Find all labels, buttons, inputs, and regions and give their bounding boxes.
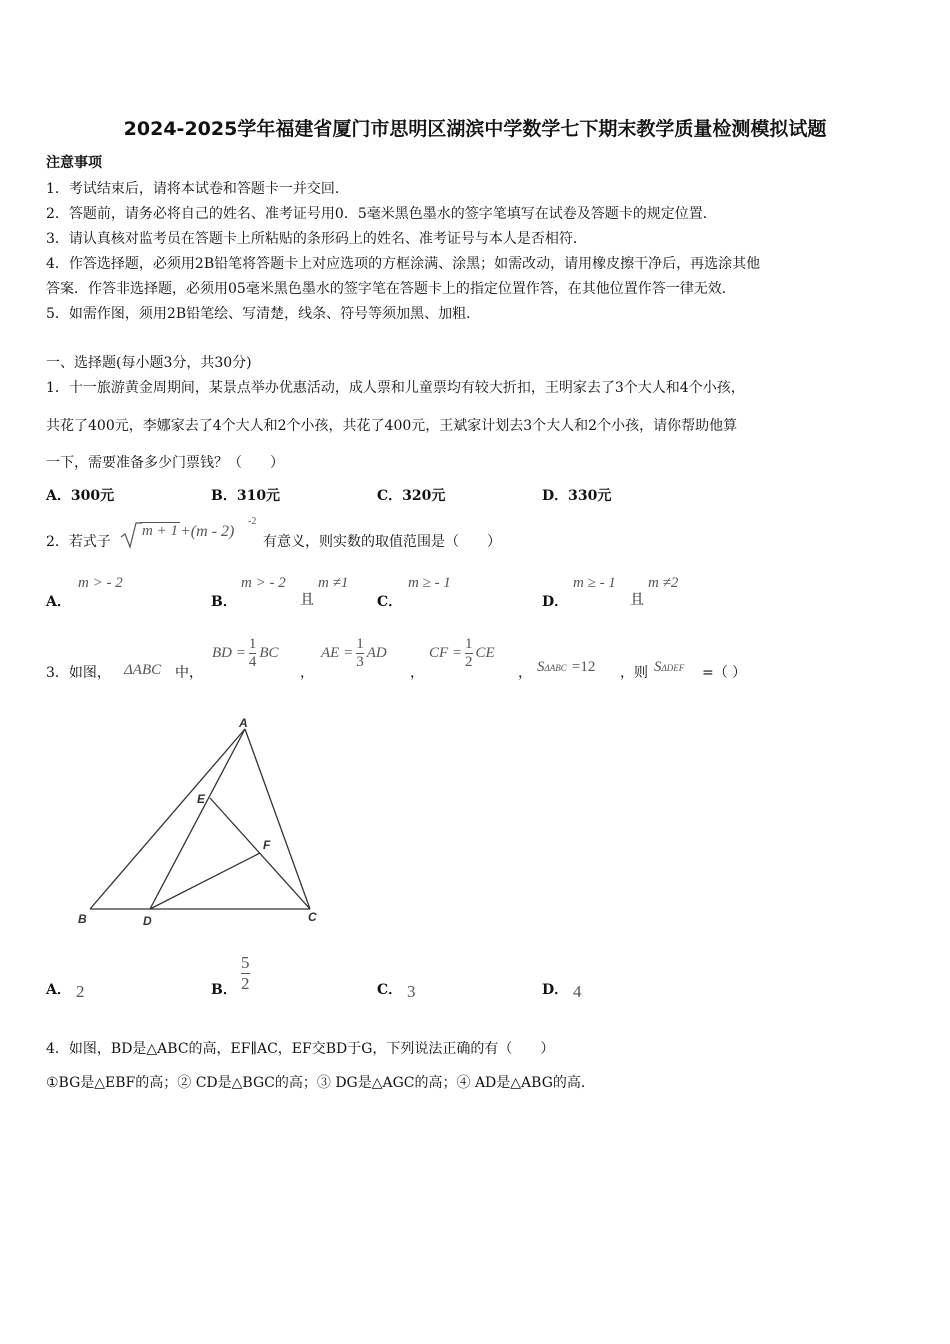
q1-option-b: B．310元	[211, 488, 281, 504]
q3-bd-rhs: BC	[259, 645, 279, 661]
q3-bd: BD =	[212, 645, 246, 661]
q3-ae-fraction: $\frac{1}{3}$	[356, 636, 364, 670]
q1-line-1: 1．十一旅游黄金周期间，某景点举办优惠活动，成人票和儿童票均有较大折扣，王明家去了3个大人和4个小孩，	[46, 380, 745, 396]
q3-option-c-value: 3	[407, 982, 416, 1001]
q3-comma-1: ，	[300, 665, 314, 681]
q2-option-d-expr2: m ≠2	[648, 575, 679, 591]
q3-s-abc: S	[537, 659, 545, 675]
segment-ad	[150, 729, 245, 909]
q3-s-def-sub: ΔDEF	[661, 663, 685, 673]
point-label-d: D	[143, 914, 152, 928]
q2-option-a-expr: m > - 2	[78, 575, 123, 591]
q2-option-b-joiner: 且	[300, 592, 314, 608]
notice-item-2: 2．答题前，请务必将自己的姓名、准考证号用0．5毫米黑色墨水的签字笔填写在试卷及答题卡的规定位置．	[46, 206, 717, 222]
q2-prefix: 2．若式子	[46, 534, 111, 550]
segment-ab	[90, 729, 245, 909]
point-label-b: B	[78, 912, 87, 926]
segment-df	[150, 853, 260, 909]
q3-option-d-value: 4	[573, 982, 582, 1001]
q2-suffix: 有意义，则实数的取值范围是（ ）	[263, 534, 501, 550]
q1-option-c: C．320元	[377, 488, 446, 504]
q2-option-b-expr: m > - 2	[241, 575, 286, 591]
q3-ze: ，则	[620, 665, 648, 681]
notice-item-1: 1．考试结束后，请将本试卷和答题卡一并交回．	[46, 181, 349, 197]
notice-item-5: 5．如需作图，须用2B铅笔绘、写清楚，线条、符号等须加黑、加粗．	[46, 306, 481, 322]
q3-triangle: ΔABC	[124, 662, 162, 678]
q2-option-d-joiner: 且	[630, 592, 644, 608]
q3-option-a-value: 2	[76, 982, 85, 1001]
sqrt-sign-icon	[120, 520, 142, 550]
q3-comma-2: ，	[410, 665, 424, 681]
q3-option-b-label: B．	[211, 982, 237, 998]
q3-prefix: 3．如图，	[46, 665, 111, 681]
q3-ae-rhs: AD	[366, 645, 387, 661]
point-label-f: F	[263, 838, 271, 852]
q4-line-1: 4．如图，BD是△ABC的高，EF∥AC，EF交BD于G，下列说法正确的有（ ）	[46, 1041, 555, 1057]
q3-triangle-figure	[70, 715, 340, 935]
q3-ae: AE =	[321, 645, 354, 661]
q2-option-b-expr2: m ≠1	[318, 575, 349, 591]
segment-ac	[245, 729, 310, 909]
q3-bd-fraction: $\frac{1}{4}$	[248, 636, 257, 670]
notice-heading: 注意事项	[46, 155, 102, 171]
q3-cf-rhs: CE	[475, 645, 495, 661]
q3-s-abc-value: =12	[571, 659, 596, 675]
q2-option-b-label: B．	[211, 594, 237, 610]
point-label-a: A	[239, 716, 248, 730]
q1-line-3: 一下，需要准备多少门票钱？（ ）	[46, 455, 284, 471]
q2-exponent: -2	[248, 516, 257, 527]
q3-s-abc-sub: ΔABC	[544, 663, 567, 673]
q2-option-d-label: D．	[542, 594, 569, 610]
q2-option-a-label: A．	[46, 594, 71, 610]
q2-paren-expr: +(m - 2)	[180, 523, 235, 540]
q2-option-d-expr: m ≥ - 1	[573, 575, 616, 591]
q4-line-2: ①BG是△EBF的高；② CD是△BGC的高；③ DG是△AGC的高；④ AD是△ABG的高．	[46, 1075, 595, 1091]
q3-tail: =（ ）	[702, 665, 747, 681]
q2-option-c-expr: m ≥ - 1	[408, 575, 451, 591]
section-heading: 一、选择题(每小题3分，共30分)	[46, 355, 252, 371]
q1-line-2: 共花了400元，李娜家去了4个大人和2个小孩，共花了400元，王斌家计划去3个大人和2个小孩，请你帮助他算	[46, 418, 738, 434]
q3-comma-3: ，	[518, 665, 532, 681]
q2-sqrt-content: m + 1	[142, 523, 178, 539]
notice-item-3: 3．请认真核对监考员在答题卡上所粘贴的条形码上的姓名、准考证号与本人是否相符．	[46, 231, 587, 247]
q3-option-d-label: D．	[542, 982, 569, 998]
q3-option-b-fraction: 5 2	[241, 953, 250, 993]
q3-cf: CF =	[429, 645, 463, 661]
q1-option-d: D．330元	[542, 488, 612, 504]
q3-zhong: 中，	[175, 665, 203, 681]
q3-s-def: S	[654, 659, 662, 675]
q1-option-a: A．300元	[46, 488, 115, 504]
notice-item-4: 4．作答选择题，必须用2B铅笔将答题卡上对应选项的方框涂满、涂黑；如需改动，请用橡皮擦干净后，再选涂其他	[46, 256, 761, 272]
q3-option-a-label: A．	[46, 982, 71, 998]
q3-cf-fraction: $\frac{1}{2}$	[465, 636, 473, 670]
page-title: 2024-2025学年福建省厦门市思明区湖滨中学数学七下期末教学质量检测模拟试题	[123, 118, 827, 140]
point-label-c: C	[308, 910, 317, 924]
q2-option-c-label: C．	[377, 594, 403, 610]
notice-item-4-cont: 答案．作答非选择题，必须用05毫米黑色墨水的签字笔在答题卡上的指定位置作答，在其他位置作答一律无效．	[46, 281, 736, 297]
point-label-e: E	[197, 792, 206, 806]
q3-option-c-label: C．	[377, 982, 403, 998]
